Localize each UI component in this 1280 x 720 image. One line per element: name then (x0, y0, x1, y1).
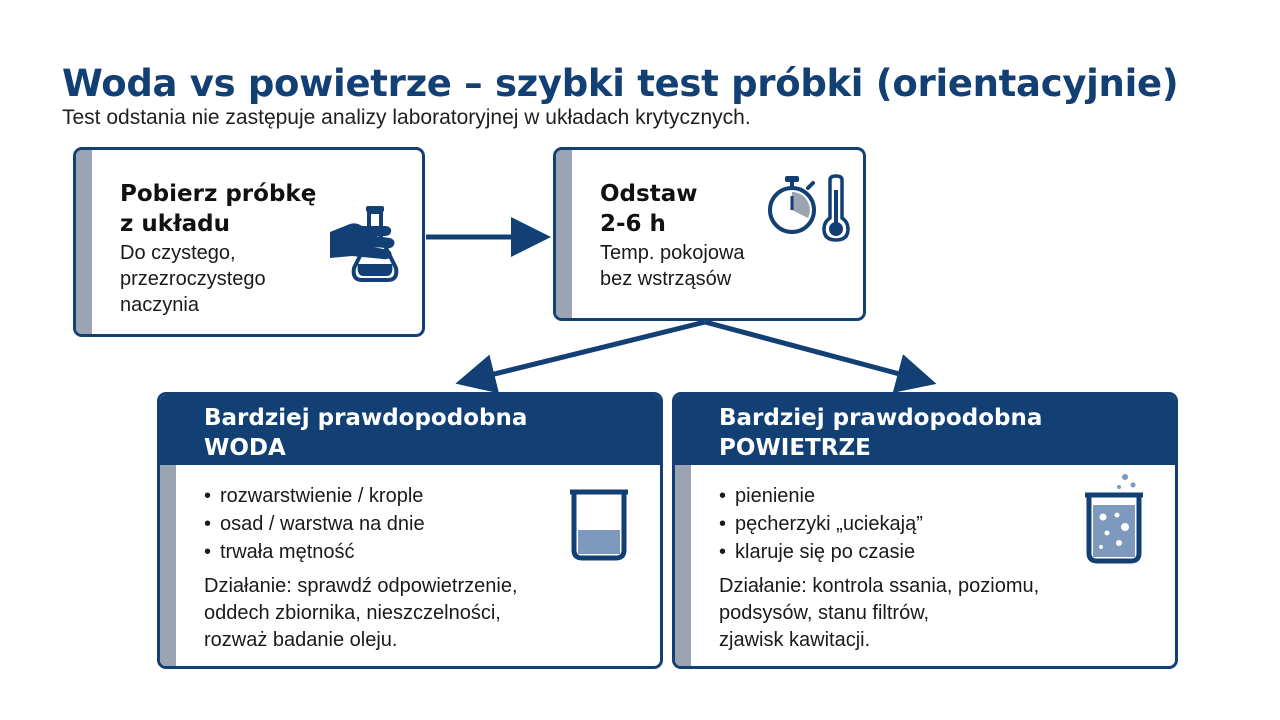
step-let-stand-box (553, 147, 866, 321)
list-item: • trwała mętność (204, 541, 355, 563)
result-water-box (157, 392, 663, 669)
list-item: • rozwarstwienie / krople (204, 485, 424, 507)
list-item: • osad / warstwa na dnie (204, 513, 425, 535)
result-water-heading: Bardziej prawdopodobna WODA (204, 405, 528, 461)
arrow-to-water (470, 322, 705, 380)
step-stand-title: Odstaw 2-6 h (600, 181, 698, 237)
arrow-to-air (705, 322, 922, 380)
box-accent-stripe (556, 150, 572, 318)
result-water-action: Działanie: sprawdź odpowietrzenie, oddech zbiornika, nieszczelności, rozważ badanie oleju. (204, 575, 518, 651)
result-air-action: Działanie: kontrola ssania, poziomu, podsysów, stanu filtrów, zjawisk kawitacji. (719, 575, 1040, 651)
hand-holding-flask-icon (328, 198, 408, 290)
list-item: • klaruje się po czasie (719, 541, 916, 563)
box-accent-stripe (76, 150, 92, 334)
page-subtitle: Test odstania nie zastępuje analizy laboratoryjnej w układach krytycznych. (62, 106, 751, 129)
result-air-indicators (719, 482, 923, 566)
beaker-liquid-icon (566, 486, 632, 562)
step-collect-sample-box (73, 147, 425, 337)
list-item: • pęcherzyki „uciekają” (719, 513, 923, 535)
result-air-box (672, 392, 1178, 669)
step-collect-text: Do czystego, przezroczystego naczynia (120, 242, 266, 316)
page-title: Woda vs powietrze – szybki test próbki (orientacyjnie) (62, 62, 1179, 105)
beaker-bubbles-icon (1081, 471, 1147, 565)
result-water-indicators (204, 482, 425, 566)
step-stand-text: Temp. pokojowa bez wstrząsów (600, 242, 745, 290)
thermometer-icon (821, 174, 851, 242)
step-collect-title: Pobierz próbkę z układu (120, 181, 317, 237)
result-air-heading: Bardziej prawdopodobna POWIETRZE (719, 405, 1043, 461)
list-item: • pienienie (719, 485, 816, 507)
stopwatch-icon (764, 174, 820, 238)
